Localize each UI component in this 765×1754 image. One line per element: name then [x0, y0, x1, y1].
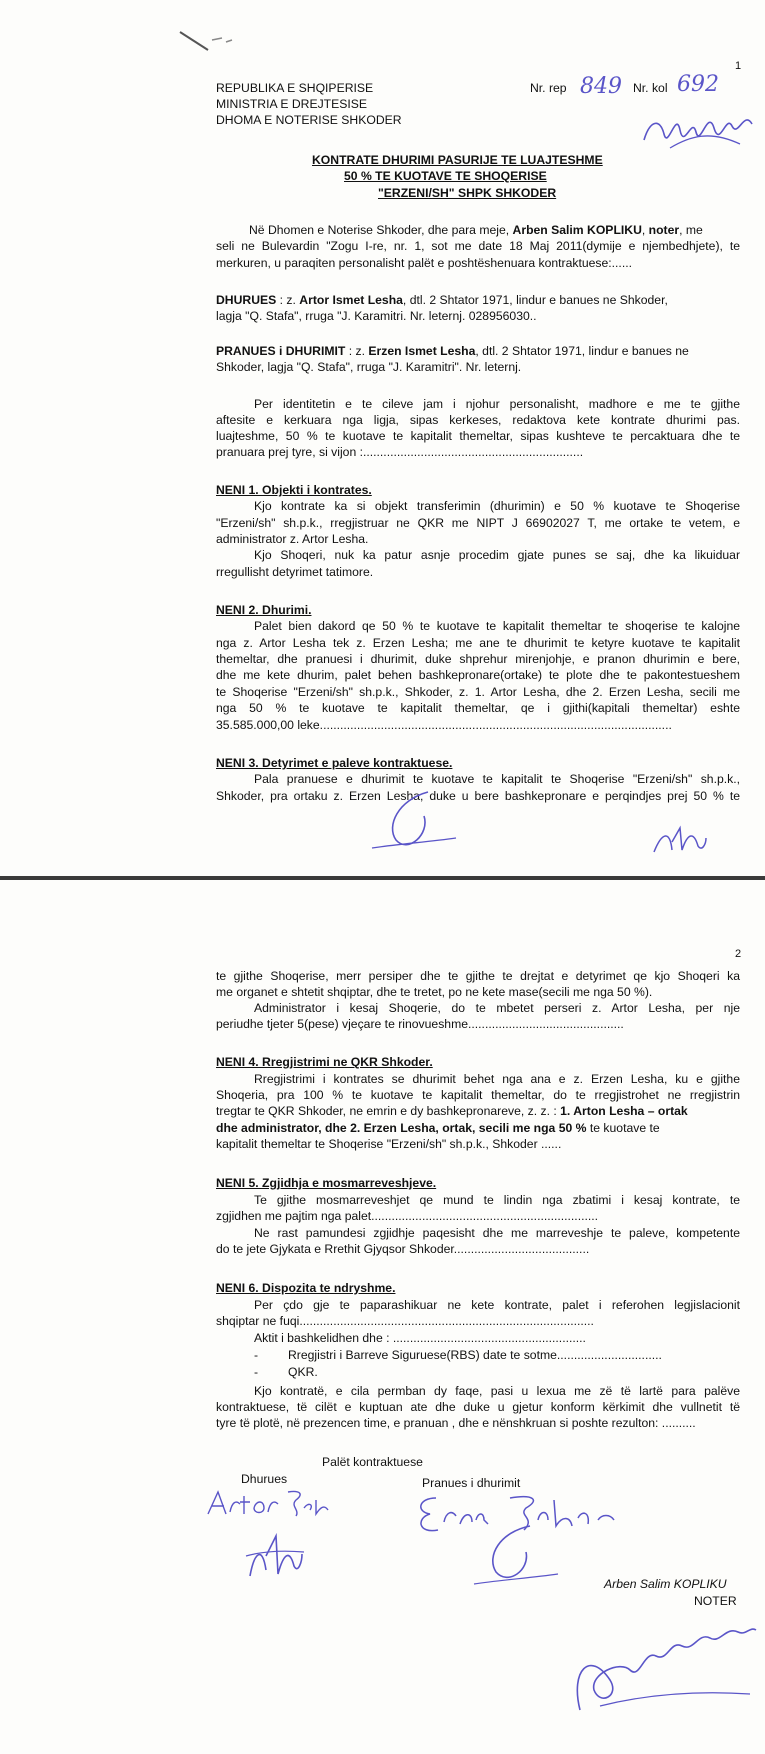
recipient-signature-label: Pranues i dhurimit	[422, 1476, 521, 1490]
neni1-line-4: Kjo Shoqeri, nuk ka patur asnje procedim gjate punes se saj, dhe ka likuiduar	[254, 548, 740, 562]
intro-line-2: seli ne Bulevardin "Zogu I-re, nr. 1, sot me date 18 Maj 2011(dymije e njembedhjete), te	[216, 239, 740, 253]
kol-label: Nr. kol	[633, 81, 668, 95]
recipient-line-1: PRANUES i DHURIMIT : z. Erzen Ismet Lesha, dtl. 2 Shtator 1971, lindur e banues ne	[216, 344, 689, 358]
neni6-line-4: Kjo kontratë, e cila permban dy faqe, pasi u lexua me zë të lartë para palëve	[254, 1384, 740, 1398]
neni2-line-4: dhe me kete dhurim, palet behen bashkepronare(ortake) te plote dhe te pakontestueshem	[216, 668, 740, 682]
neni4-heading: NENI 4. Rregjistrimi ne QKR Shkoder.	[216, 1055, 433, 1069]
neni3-line-1: Pala pranuese e dhurimit te kuotave te kapitalit te Shoqerise "Erzeni/sh" sh.p.k.,	[254, 772, 740, 786]
rep-value: 849	[580, 74, 622, 99]
neni6-line-2: shqiptar ne fuqi.......................................................................................	[216, 1314, 594, 1328]
neni2-line-2: nga z. Artor Lesha tek z. Erzen Lesha; me ane te dhurimit te ketyre kuotave te kapitalit	[216, 636, 740, 650]
neni5-heading: NENI 5. Zgjidhja e mosmarreveshjeve.	[216, 1176, 437, 1190]
page-number: 2	[735, 948, 742, 960]
title-line-2: 50 % TE KUOTAVE TE SHOQERISE	[344, 169, 547, 183]
neni3-line-2: Shkoder, pra ortaku z. Erzen Lesha, duke u bere bashkepronare e perqindjes prej 50 % te	[216, 789, 740, 803]
donor-handwritten-name	[204, 1486, 334, 1520]
header-ministry: MINISTRIA E DREJTESISE	[216, 97, 368, 111]
donor-line-2: lagja "Q. Stafa", rruga "J. Karamitri. Nr. leternj. 028956030..	[216, 309, 537, 323]
intro-line-3: merkuren, u paraqiten personalisht palët e poshtëshenuara kontraktuese:......	[216, 256, 632, 270]
neni5-line-1: Te gjithe mosmarreveshjet qe mund te lindin nga zbatimi i kesaj kontrate, te	[254, 1193, 740, 1207]
signatures-heading: Palët kontraktuese	[322, 1455, 423, 1469]
neni4-line-5: kapitalit themeltar te Shoqerise "Erzeni/sh" sh.p.k., Shkoder ......	[216, 1137, 562, 1151]
cont-line-2: me organet e shtetit shqiptar, dhe te tretet, po ne kete mase(secili me nga 50 %).	[216, 985, 653, 999]
neni4-line-3: tregtar te QKR Shkoder, ne emrin e dy bashkepronareve, z. z. : 1. Arton Lesha – ortak	[216, 1104, 688, 1118]
neni2-line-6: nga 50 % te kuotave te kapitalit themeltar, qe i gjithi(kapitali themeltar) eshte	[216, 701, 740, 715]
neni5-line-4: do te jete Gjykata e Rrethit Gjyqsor Shkoder........................................	[216, 1242, 590, 1256]
cont-line-4: periudhe tjeter 5(pese) vjeçare te rinovueshme..............................................	[216, 1017, 624, 1031]
neni1-heading: NENI 1. Objekti i kontrates.	[216, 483, 372, 497]
neni6-line-6: tyre të plotë, në prezencen time, e pranuan , dhe e nënshkruan si poshte rezulton: ..........	[216, 1416, 696, 1430]
cont-line-1: te gjithe Shoqerise, merr persiper dhe te gjithe te drejtat e detyrimet qe kjo Shoqeri ka	[216, 969, 740, 983]
rep-label: Nr. rep	[530, 81, 567, 95]
neni6-line-5: kontraktuese, të cilët e kuptuan ate dhe duke u gjetur konform kërkimit dhe vullnetit të	[216, 1400, 740, 1414]
neni2-line-5: te Shoqerise "Erzeni/sh" sh.p.k., Shkoder, z. 1. Artor Lesha, dhe 2. Erzen Lesha, secili me	[216, 685, 740, 699]
identity-line-4: pranuara prej tyre, si vijon :.................................................................	[216, 445, 584, 459]
neni6-item-1-dash: -	[254, 1348, 259, 1362]
neni5-line-3: Ne rast pamundesi zgjidhje paqesisht dhe me marreveshje te paleve, kompetente	[254, 1226, 740, 1240]
neni6-heading: NENI 6. Dispozita te ndryshme.	[216, 1281, 396, 1295]
donor-initials-p1	[650, 822, 710, 862]
kol-value: 692	[677, 72, 719, 97]
neni2-line-3: themeltar, dhe pranuesi i dhurimit, duke shprehur mirenjohje, e pranon dhurimin e bere,	[216, 652, 740, 666]
header-chamber: DHOMA E NOTERISE SHKODER	[216, 113, 402, 127]
neni1-line-1: Kjo kontrate ka si objekt transferimin (dhurimin) e 50 % kuotave te Shoqerise	[254, 499, 740, 513]
document-page-2	[0, 880, 765, 1754]
notary-signature-top	[640, 100, 760, 160]
page-number: 1	[735, 60, 742, 72]
donor-signature-label: Dhurues	[241, 1472, 288, 1486]
neni2-line-1: Palet bien dakord qe 50 % te kuotave te kapitalit themeltar te shoqerise te kalojne	[254, 619, 740, 633]
neni6-item-2-dash: -	[254, 1365, 259, 1379]
recipient-line-2: Shkoder, lagja "Q. Stafa", rruga "J. Karamitri". Nr. leternj.	[216, 360, 522, 374]
header-republic: REPUBLIKA E SHQIPERISE	[216, 81, 374, 95]
intro-line-1: Në Dhomen e Noterise Shkoder, dhe para meje, Arben Salim KOPLIKU, noter, me	[249, 223, 703, 237]
identity-line-3: luajteshme, 50 % te kuotave te kapitalit themeltar, sipas kushteve te percaktuara dhe te	[216, 429, 740, 443]
neni3-heading: NENI 3. Detyrimet e paleve kontraktuese.	[216, 756, 453, 770]
recipient-initials-p1	[368, 786, 458, 856]
neni6-item-1: Rregjistri i Barreve Siguruese(RBS) date te sotme...............................	[288, 1348, 662, 1362]
title-line-3: "ERZENI/SH" SHPK SHKODER	[378, 186, 557, 200]
neni2-heading: NENI 2. Dhurimi.	[216, 603, 312, 617]
donor-signature	[240, 1526, 310, 1586]
neni6-line-3: Aktit i bashkelidhen dhe : .........................................................	[254, 1331, 586, 1345]
identity-line-1: Per identitetin e te cileve jam i njohur personalisht, madhore e me te gjithe	[254, 397, 740, 411]
neni6-line-1: Per çdo gje te paparashikuar ne kete kontrate, palet i referohen legjislacionit	[254, 1298, 740, 1312]
notary-title: NOTER	[694, 1594, 737, 1608]
neni1-line-5: rregullisht detyrimet tatimore.	[216, 565, 374, 579]
neni6-item-2: QKR.	[288, 1365, 318, 1379]
donor-line-1: DHURUES : z. Artor Ismet Lesha, dtl. 2 Shtator 1971, lindur e banues ne Shkoder,	[216, 293, 668, 307]
document-page-1	[0, 0, 765, 876]
neni2-line-7: 35.585.000,00 leke........................................................................................................	[216, 718, 672, 732]
recipient-signature	[470, 1520, 560, 1590]
neni1-line-3: administrator z. Artor Lesha.	[216, 532, 369, 546]
neni1-line-2: "Erzeni/sh" sh.p.k., rregjistruar ne QKR me NIPT J 66902027 T, me ortake te vetem, e	[216, 516, 740, 530]
notary-name: Arben Salim KOPLIKU	[604, 1577, 727, 1591]
neni5-line-2: zgjidhen me pajtim nga palet...................................................................	[216, 1209, 599, 1223]
identity-line-2: aftesite e kerkuara nga ligja, sipas kerkeses, redaktova kete kontrate dhurimi pas.	[216, 413, 740, 427]
staple-mark	[178, 28, 238, 58]
neni4-line-1: Rregjistrimi i kontrates se dhurimit behet nga ana e z. Erzen Lesha, ku e gjithe	[254, 1072, 740, 1086]
cont-line-3: Administrator i kesaj Shoqerie, do te mbetet perseri z. Artor Lesha, per nje	[254, 1001, 740, 1015]
neni4-line-4: dhe administrator, dhe 2. Erzen Lesha, ortak, secili me nga 50 % te kuotave te	[216, 1121, 660, 1135]
neni4-line-2: Shoqeria, pra 100 % te kuotave te kapitalit themeltar, do te rregjistrohet ne rregjistrin	[216, 1088, 740, 1102]
title-line-1: KONTRATE DHURIMI PASURIJE TE LUAJTESHME	[312, 153, 603, 167]
notary-signature	[560, 1610, 760, 1720]
